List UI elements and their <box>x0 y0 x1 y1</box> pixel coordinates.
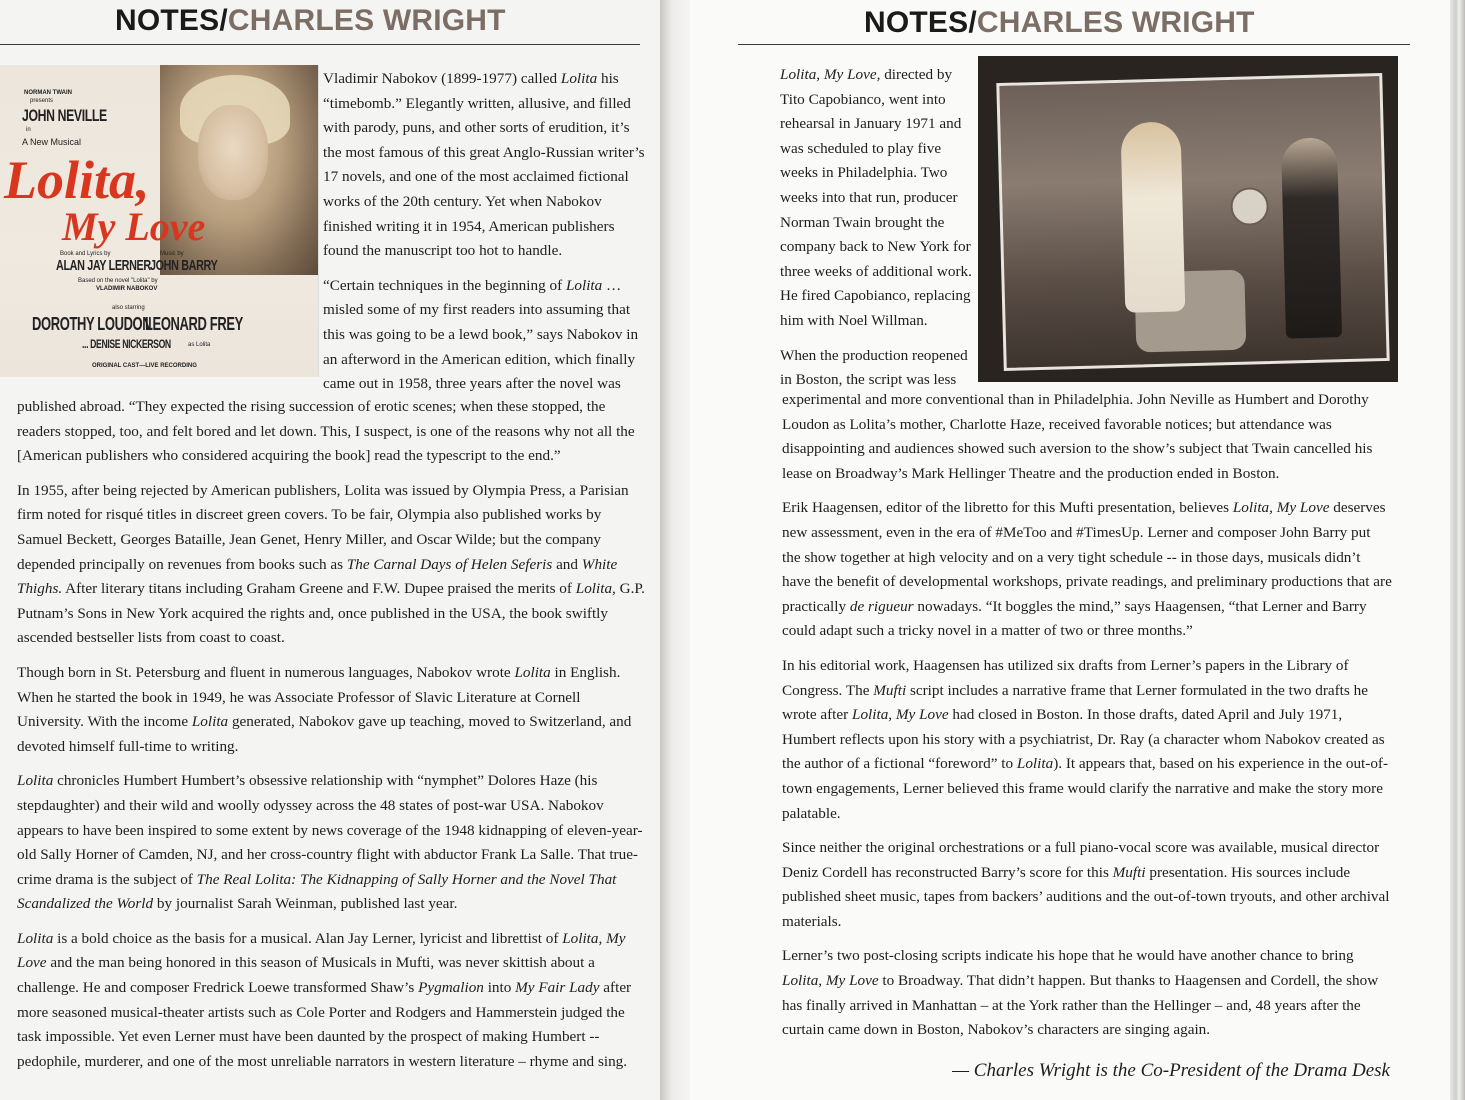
poster-author: VLADIMIR NABOKOV <box>96 286 158 292</box>
right-body-text <box>782 388 1392 1053</box>
page-header <box>0 2 640 45</box>
paragraph: Lolita chronicles Humbert Humbert’s obsessive relationship with “nymphet” Dolores Haze (his stepdaughter) and their wild and woolly odyssey across the 48 states of post-war USA. Nabokov appears to have been inspired to some extent by news coverage of the 1948 kidnapping of eleven-year-old Sally Horner of Camden, NJ, and her cross-country flight with abductor Frank La Salle. That true-crime drama is the subject of The Real Lolita: The Kidnapping of Sally Horner and the Novel That Scandalized the World by journalist Sarah Weinman, published last year. <box>17 772 643 913</box>
poster-costar3-role: as Lolita <box>188 342 211 348</box>
paragraph: When the production reopened in Boston, the script was less <box>780 346 968 389</box>
left-continuation-paragraph: published abroad. “They expected the rising succession of erotic scenes; when these stopped, the readers stopped, too, and felt bored and let down. This, I suspect, is one of the reasons why not all the [American publishers who considered acquiring the book] read the typescript to the end.” <box>17 398 635 465</box>
right-paragraphs <box>782 496 1392 1042</box>
header-author: CHARLES WRIGHT <box>227 4 506 37</box>
poster-title-line2: My Love <box>62 204 206 249</box>
poster-star: JOHN NEVILLE <box>22 106 107 125</box>
left-paragraphs <box>17 479 645 1075</box>
author-signature: — Charles Wright is the Co-President of the Drama Desk <box>952 1060 1390 1081</box>
poster-in: in <box>26 127 31 133</box>
poster-credit-music: Music by <box>160 251 184 257</box>
header-prefix: NOTES/ <box>115 4 228 37</box>
paragraph: Lerner’s two post-closing scripts indicate his hope that he would have another chance to bring Lolita, My Love to Broadway. That didn’t happen. But thanks to Haagensen and Cordell, the show has finally arrived in Manhattan – at the York rather than the Hellinger – and, 48 years after the curtain came down in Boston, Nabokov’s characters are singing again. <box>782 947 1379 1039</box>
right-continuation-paragraph: experimental and more conventional than in Philadelphia. John Neville as Humbert and Dorothy Loudon as Lolita’s mother, Charlotte Haze, received favorable notices; but attendance was disappointing and audiences showed such aversion to the show’s subject that Twain cancelled his lease on Broadway’s Mark Hellinger Theatre and the production ended in Boston. <box>782 391 1373 482</box>
poster-recording: ORIGINAL CAST—LIVE RECORDING <box>92 363 197 369</box>
stage-production-photo <box>978 56 1398 382</box>
poster-title-line1: Lolita, <box>4 150 150 210</box>
paragraph: Lolita is a bold choice as the basis for a musical. Alan Jay Lerner, lyricist and librettist of Lolita, My Love and the man being honored in this season of Musicals in Mufti, was never skittish about a challenge. He and composer Fredrick Loewe transformed Shaw’s Pygmalion into My Fair Lady after more seasoned musical-theater artists such as Cole Porter and Rodgers and Hammerstein judged the task impossible. Yet even Lerner must have been daunted by the prospect of making Humbert -- pedophile, murderer, and one of the most unreliable narrators in western literature – rhyme and sing. <box>17 929 632 1070</box>
poster-presenter: NORMAN TWAIN <box>24 90 72 96</box>
poster-costar1: DOROTHY LOUDON <box>32 314 152 334</box>
paragraph: Erik Haagensen, editor of the libretto for this Mufti presentation, believes Lolita, My Love deserves new assessment, even in the era of #MeToo and #TimesUp. Lerner and composer John Barry put the show together at high velocity and on a very tight schedule -- in those days, musicals didn’t have the benefit of developmental workshops, private readings, and preliminary productions that are practically de rigueur nowadays. “It boggles the mind,” says Haagensen, “that Lerner and Barry could adapt such a tricky novel in a matter of two or three months.” <box>782 499 1392 640</box>
header-author: CHARLES WRIGHT <box>976 6 1255 39</box>
right-column-text <box>780 63 976 403</box>
left-page <box>0 0 660 1100</box>
paragraph: Vladimir Nabokov (1899-1977) called Lolita his “timebomb.” Elegantly written, allusive, and filled with parody, puns, and other sorts of erudition, it’s the most famous of this great Anglo-Russian writer’s 17 novels, and one of the most acclaimed fictional works of the 20th century. Yet when Nabokov finished writing it in 1954, American publishers found the manuscript too hot to handle. <box>323 70 645 260</box>
page-edge <box>1450 0 1465 1100</box>
right-page <box>690 0 1450 1100</box>
paragraph: Though born in St. Petersburg and fluent in numerous languages, Nabokov wrote Lolita in English. When he started the book in 1949, he was Associate Professor of Slavic Literature at Cornell University. With the income Lolita generated, Nabokov gave up teaching, moved to Switzerland, and devoted himself full-time to writing. <box>17 663 632 755</box>
page-gutter <box>660 0 690 1100</box>
poster-costar3: ... DENISE NICKERSON <box>82 337 171 351</box>
poster-presents: presents <box>30 98 54 104</box>
paragraph: “Certain techniques in the beginning of Lolita … misled some of my first readers into assuming that this was going to be a lewd book,” says Nabokov in an afterword in the American edition, which finally came out in 1958, three years after the novel was <box>323 276 639 393</box>
poster-lyricist: ALAN JAY LERNER <box>56 257 151 274</box>
left-body-text <box>17 395 645 1084</box>
show-poster-image <box>0 65 319 377</box>
poster-composer: JOHN BARRY <box>150 257 218 274</box>
paragraph: Lolita, My Love, directed by Tito Capobianco, went into rehearsal in January 1971 and was scheduled to play five weeks in Philadelphia. Two weeks into that run, producer Norman Twain brought the company back to New York for three weeks of additional work. He fired Capobianco, replacing him with Noel Willman. <box>780 66 972 329</box>
poster-based-on: Based on the novel "Lolita" by <box>78 278 158 284</box>
page-header <box>738 2 1410 45</box>
poster-credit-book: Book and Lyrics by <box>60 251 111 257</box>
paragraph: In 1955, after being rejected by American publishers, Lolita was issued by Olympia Press, a Parisian firm noted for risqué titles in discreet green covers. To be fair, Olympia also published works by Samuel Beckett, Georges Bataille, Jean Genet, Henry Miller, and Oscar Wilde; but the company depended principally on revenues from books such as The Carnal Days of Helen Seferis and White Thighs. After literary titans including Graham Greene and F.W. Dupee praised the merits of Lolita, G.P. Putnam’s Sons in New York acquired the rights and, once published in the USA, the book swiftly ascended bestseller lists from coast to coast. <box>17 481 645 647</box>
paragraph: Since neither the original orchestrations or a full piano-vocal score was available, musical director Deniz Cordell has reconstructed Barry’s score for this Mufti presentation. His sources include published sheet music, tapes from backers’ auditions and the out-of-town tryouts, and other archival materials. <box>782 839 1390 930</box>
poster-costarring: also starring <box>112 305 145 311</box>
left-column-text <box>323 67 645 407</box>
paragraph: In his editorial work, Haagensen has utilized six drafts from Lerner’s papers in the Library of Congress. The Mufti script includes a narrative frame that Lerner formulated in the two drafts he wrote after Lolita, My Love had closed in Boston. In those drafts, dated April and July 1971, Humbert reflects upon his story with a psychiatrist, Dr. Ray (a character whom Nabokov created as the author of a fictional “foreword” to Lolita). It appears that, based on his experience in the out-of-town engagements, Lerner believed this frame would clarify the narrative and make the story more palatable. <box>782 656 1389 822</box>
poster-kind: A New Musical <box>22 137 82 147</box>
poster-costar2: LEONARD FREY <box>145 314 243 334</box>
header-prefix: NOTES/ <box>864 6 977 39</box>
